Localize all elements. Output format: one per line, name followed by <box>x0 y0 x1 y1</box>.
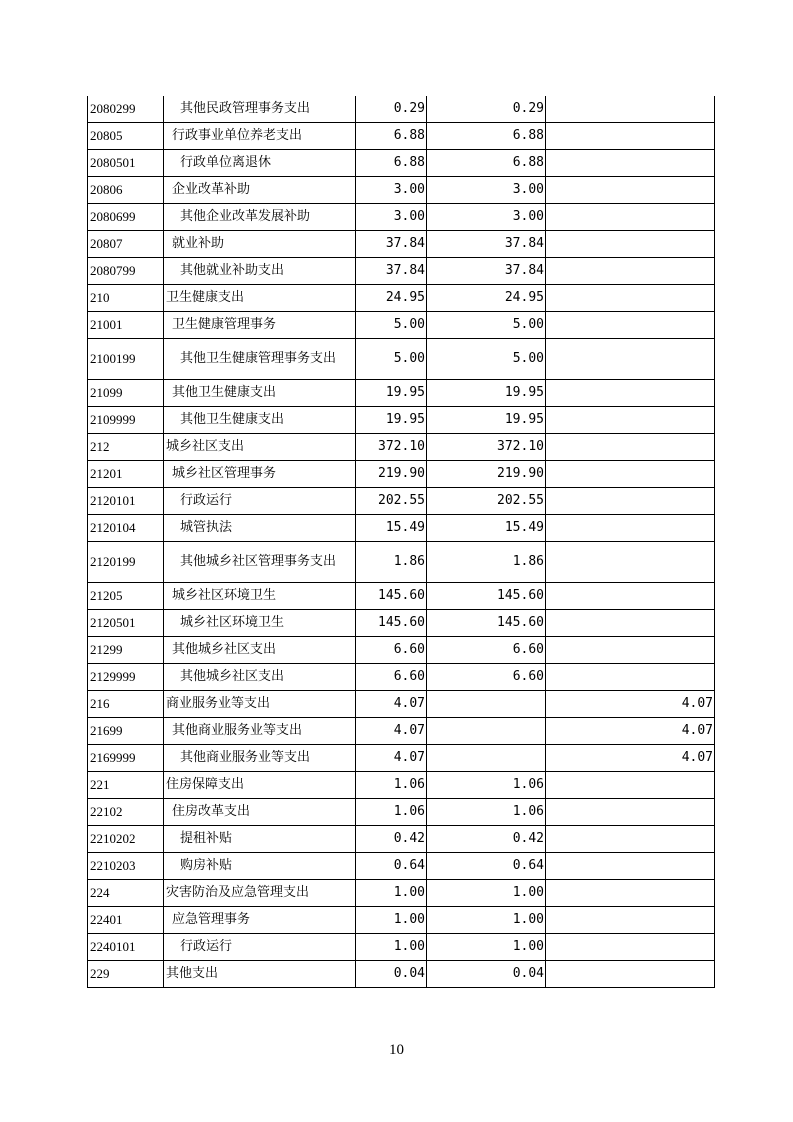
subject-name-cell: 其他商业服务业等支出 <box>164 718 356 745</box>
subject-name-cell: 城管执法 <box>164 515 356 542</box>
basic-expenditure-cell: 5.00 <box>427 312 546 339</box>
table-row <box>88 637 715 664</box>
table-row <box>88 231 715 258</box>
basic-expenditure-cell: 0.04 <box>427 961 546 988</box>
table-row <box>88 96 715 123</box>
basic-expenditure-cell: 145.60 <box>427 610 546 637</box>
table-row <box>88 515 715 542</box>
subject-name-cell: 就业补助 <box>164 231 356 258</box>
subject-code-cell: 2120104 <box>88 515 164 542</box>
project-expenditure-cell <box>546 542 715 583</box>
table-row <box>88 826 715 853</box>
project-expenditure-cell: 4.07 <box>546 718 715 745</box>
table-row <box>88 934 715 961</box>
total-amount-cell: 3.00 <box>356 177 427 204</box>
basic-expenditure-cell: 3.00 <box>427 177 546 204</box>
table-row <box>88 718 715 745</box>
table-row <box>88 177 715 204</box>
budget-table <box>87 96 715 988</box>
total-amount-cell: 6.60 <box>356 664 427 691</box>
subject-code-cell: 21299 <box>88 637 164 664</box>
subject-code-cell: 2120199 <box>88 542 164 583</box>
subject-name-cell: 行政事业单位养老支出 <box>164 123 356 150</box>
total-amount-cell: 37.84 <box>356 231 427 258</box>
table-row <box>88 583 715 610</box>
basic-expenditure-cell: 24.95 <box>427 285 546 312</box>
project-expenditure-cell <box>546 488 715 515</box>
table-row <box>88 407 715 434</box>
basic-expenditure-cell: 202.55 <box>427 488 546 515</box>
table-row <box>88 434 715 461</box>
table-row <box>88 123 715 150</box>
project-expenditure-cell <box>546 312 715 339</box>
subject-name-cell: 行政单位离退休 <box>164 150 356 177</box>
subject-code-cell: 2169999 <box>88 745 164 772</box>
basic-expenditure-cell: 37.84 <box>427 231 546 258</box>
project-expenditure-cell <box>546 772 715 799</box>
subject-code-cell: 22401 <box>88 907 164 934</box>
project-expenditure-cell <box>546 339 715 380</box>
subject-name-cell: 城乡社区环境卫生 <box>164 610 356 637</box>
subject-name-cell: 商业服务业等支出 <box>164 691 356 718</box>
basic-expenditure-cell: 3.00 <box>427 204 546 231</box>
table-row <box>88 745 715 772</box>
project-expenditure-cell <box>546 123 715 150</box>
total-amount-cell: 145.60 <box>356 610 427 637</box>
table-row <box>88 312 715 339</box>
total-amount-cell: 1.00 <box>356 880 427 907</box>
subject-code-cell: 20806 <box>88 177 164 204</box>
basic-expenditure-cell: 15.49 <box>427 515 546 542</box>
basic-expenditure-cell: 6.88 <box>427 150 546 177</box>
subject-name-cell: 城乡社区支出 <box>164 434 356 461</box>
subject-code-cell: 221 <box>88 772 164 799</box>
table-row <box>88 204 715 231</box>
subject-name-cell: 其他城乡社区管理事务支出 <box>164 542 356 583</box>
subject-code-cell: 2129999 <box>88 664 164 691</box>
project-expenditure-cell <box>546 231 715 258</box>
subject-name-cell: 其他商业服务业等支出 <box>164 745 356 772</box>
table-row <box>88 461 715 488</box>
table-row <box>88 961 715 988</box>
table-row <box>88 799 715 826</box>
project-expenditure-cell <box>546 258 715 285</box>
project-expenditure-cell <box>546 461 715 488</box>
project-expenditure-cell <box>546 907 715 934</box>
total-amount-cell: 24.95 <box>356 285 427 312</box>
project-expenditure-cell <box>546 880 715 907</box>
total-amount-cell: 372.10 <box>356 434 427 461</box>
total-amount-cell: 0.04 <box>356 961 427 988</box>
subject-name-cell: 行政运行 <box>164 934 356 961</box>
total-amount-cell: 37.84 <box>356 258 427 285</box>
subject-code-cell: 210 <box>88 285 164 312</box>
subject-name-cell: 其他卫生健康管理事务支出 <box>164 339 356 380</box>
total-amount-cell: 6.88 <box>356 123 427 150</box>
subject-code-cell: 2210203 <box>88 853 164 880</box>
basic-expenditure-cell: 1.06 <box>427 772 546 799</box>
basic-expenditure-cell: 0.29 <box>427 96 546 123</box>
subject-code-cell: 2080501 <box>88 150 164 177</box>
subject-name-cell: 其他城乡社区支出 <box>164 637 356 664</box>
table-row <box>88 907 715 934</box>
total-amount-cell: 4.07 <box>356 745 427 772</box>
table-row <box>88 853 715 880</box>
subject-code-cell: 216 <box>88 691 164 718</box>
total-amount-cell: 5.00 <box>356 339 427 380</box>
project-expenditure-cell <box>546 610 715 637</box>
basic-expenditure-cell: 145.60 <box>427 583 546 610</box>
project-expenditure-cell <box>546 434 715 461</box>
basic-expenditure-cell <box>427 745 546 772</box>
total-amount-cell: 1.06 <box>356 799 427 826</box>
subject-code-cell: 2120501 <box>88 610 164 637</box>
basic-expenditure-cell: 1.86 <box>427 542 546 583</box>
project-expenditure-cell: 4.07 <box>546 745 715 772</box>
table-row <box>88 772 715 799</box>
total-amount-cell: 19.95 <box>356 407 427 434</box>
total-amount-cell: 0.42 <box>356 826 427 853</box>
subject-name-cell: 灾害防治及应急管理支出 <box>164 880 356 907</box>
subject-name-cell: 其他支出 <box>164 961 356 988</box>
basic-expenditure-cell <box>427 718 546 745</box>
total-amount-cell: 19.95 <box>356 380 427 407</box>
project-expenditure-cell <box>546 177 715 204</box>
basic-expenditure-cell: 37.84 <box>427 258 546 285</box>
subject-name-cell: 城乡社区环境卫生 <box>164 583 356 610</box>
basic-expenditure-cell: 1.00 <box>427 907 546 934</box>
page-number: 10 <box>389 1042 404 1058</box>
total-amount-cell: 3.00 <box>356 204 427 231</box>
project-expenditure-cell <box>546 150 715 177</box>
total-amount-cell: 0.64 <box>356 853 427 880</box>
table-row <box>88 664 715 691</box>
project-expenditure-cell <box>546 380 715 407</box>
project-expenditure-cell <box>546 799 715 826</box>
project-expenditure-cell <box>546 96 715 123</box>
subject-code-cell: 21001 <box>88 312 164 339</box>
table-row <box>88 488 715 515</box>
subject-name-cell: 住房改革支出 <box>164 799 356 826</box>
table-row <box>88 542 715 583</box>
total-amount-cell: 4.07 <box>356 718 427 745</box>
subject-code-cell: 22102 <box>88 799 164 826</box>
project-expenditure-cell <box>546 826 715 853</box>
table-row <box>88 150 715 177</box>
basic-expenditure-cell: 1.00 <box>427 880 546 907</box>
total-amount-cell: 6.60 <box>356 637 427 664</box>
basic-expenditure-cell: 6.88 <box>427 123 546 150</box>
table-row <box>88 285 715 312</box>
project-expenditure-cell <box>546 583 715 610</box>
subject-name-cell: 其他企业改革发展补助 <box>164 204 356 231</box>
basic-expenditure-cell <box>427 691 546 718</box>
subject-code-cell: 224 <box>88 880 164 907</box>
basic-expenditure-cell: 0.42 <box>427 826 546 853</box>
total-amount-cell: 202.55 <box>356 488 427 515</box>
basic-expenditure-cell: 219.90 <box>427 461 546 488</box>
subject-code-cell: 2080299 <box>88 96 164 123</box>
basic-expenditure-cell: 1.00 <box>427 934 546 961</box>
subject-name-cell: 其他卫生健康支出 <box>164 407 356 434</box>
subject-code-cell: 212 <box>88 434 164 461</box>
subject-name-cell: 行政运行 <box>164 488 356 515</box>
total-amount-cell: 145.60 <box>356 583 427 610</box>
subject-code-cell: 2080799 <box>88 258 164 285</box>
basic-expenditure-cell: 6.60 <box>427 637 546 664</box>
project-expenditure-cell <box>546 664 715 691</box>
subject-code-cell: 21099 <box>88 380 164 407</box>
total-amount-cell: 1.06 <box>356 772 427 799</box>
total-amount-cell: 0.29 <box>356 96 427 123</box>
project-expenditure-cell <box>546 204 715 231</box>
basic-expenditure-cell: 19.95 <box>427 407 546 434</box>
basic-expenditure-cell: 1.06 <box>427 799 546 826</box>
table-row <box>88 258 715 285</box>
subject-name-cell: 其他就业补助支出 <box>164 258 356 285</box>
subject-name-cell: 应急管理事务 <box>164 907 356 934</box>
total-amount-cell: 5.00 <box>356 312 427 339</box>
subject-code-cell: 20807 <box>88 231 164 258</box>
table-row <box>88 691 715 718</box>
subject-code-cell: 2240101 <box>88 934 164 961</box>
total-amount-cell: 4.07 <box>356 691 427 718</box>
basic-expenditure-cell: 372.10 <box>427 434 546 461</box>
subject-name-cell: 提租补贴 <box>164 826 356 853</box>
project-expenditure-cell: 4.07 <box>546 691 715 718</box>
total-amount-cell: 219.90 <box>356 461 427 488</box>
total-amount-cell: 6.88 <box>356 150 427 177</box>
table-row <box>88 339 715 380</box>
subject-code-cell: 21205 <box>88 583 164 610</box>
table-row <box>88 380 715 407</box>
subject-name-cell: 其他卫生健康支出 <box>164 380 356 407</box>
basic-expenditure-cell: 6.60 <box>427 664 546 691</box>
project-expenditure-cell <box>546 637 715 664</box>
total-amount-cell: 1.00 <box>356 907 427 934</box>
table-row <box>88 610 715 637</box>
basic-expenditure-cell: 0.64 <box>427 853 546 880</box>
project-expenditure-cell <box>546 853 715 880</box>
subject-code-cell: 20805 <box>88 123 164 150</box>
subject-name-cell: 购房补贴 <box>164 853 356 880</box>
subject-code-cell: 21699 <box>88 718 164 745</box>
subject-code-cell: 2080699 <box>88 204 164 231</box>
total-amount-cell: 1.86 <box>356 542 427 583</box>
project-expenditure-cell <box>546 285 715 312</box>
subject-name-cell: 企业改革补助 <box>164 177 356 204</box>
subject-name-cell: 其他城乡社区支出 <box>164 664 356 691</box>
subject-name-cell: 卫生健康支出 <box>164 285 356 312</box>
project-expenditure-cell <box>546 407 715 434</box>
project-expenditure-cell <box>546 515 715 542</box>
subject-name-cell: 住房保障支出 <box>164 772 356 799</box>
subject-code-cell: 229 <box>88 961 164 988</box>
total-amount-cell: 1.00 <box>356 934 427 961</box>
subject-name-cell: 其他民政管理事务支出 <box>164 96 356 123</box>
basic-expenditure-cell: 19.95 <box>427 380 546 407</box>
total-amount-cell: 15.49 <box>356 515 427 542</box>
subject-code-cell: 2210202 <box>88 826 164 853</box>
budget-table-body <box>88 96 715 988</box>
project-expenditure-cell <box>546 934 715 961</box>
subject-code-cell: 2100199 <box>88 339 164 380</box>
subject-code-cell: 2109999 <box>88 407 164 434</box>
table-row <box>88 880 715 907</box>
subject-code-cell: 2120101 <box>88 488 164 515</box>
subject-name-cell: 卫生健康管理事务 <box>164 312 356 339</box>
subject-code-cell: 21201 <box>88 461 164 488</box>
basic-expenditure-cell: 5.00 <box>427 339 546 380</box>
subject-name-cell: 城乡社区管理事务 <box>164 461 356 488</box>
project-expenditure-cell <box>546 961 715 988</box>
